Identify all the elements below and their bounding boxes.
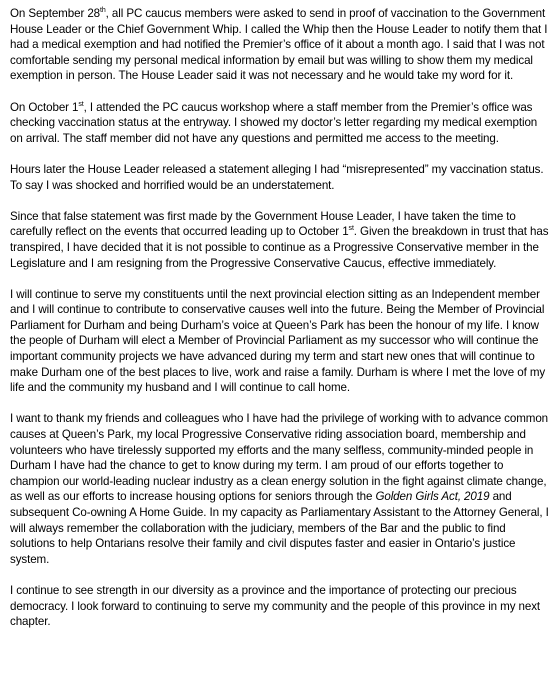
letter-body bbox=[10, 6, 551, 645]
ordinal-suffix: st bbox=[348, 225, 354, 233]
act-title: Golden Girls Act, 2019 bbox=[375, 490, 490, 504]
paragraph-text: , I attended the PC caucus workshop where a staff member from the Premier’s office was checking vaccination status at the entryway. I showed my doctor’s letter regarding my medical exemption on arrival. The staff member did not have any questions and permitted me access to the meeting. bbox=[10, 100, 538, 145]
paragraph bbox=[10, 162, 551, 193]
paragraph bbox=[10, 209, 551, 271]
ordinal-suffix: st bbox=[78, 100, 84, 108]
ordinal-suffix: th bbox=[100, 7, 106, 15]
paragraph bbox=[10, 100, 551, 147]
paragraph-text: Hours later the House Leader released a statement alleging I had “misrepresented” my vaccination status. To say I was shocked and horrified would be an understatement. bbox=[10, 162, 544, 192]
paragraph bbox=[10, 411, 551, 567]
paragraph-text: and subsequent Co-owning A Home Guide. In my capacity as Parliamentary Assistant to the Attorney General, I will always remember the collaboration with the judiciary, members of the Bar and the public to find solutions to help Ontarians resolve their family and civil disputes faster and easier in Ontario’s justice system. bbox=[10, 490, 549, 566]
paragraph-text: , all PC caucus members were asked to send in proof of vaccination to the Government House Leader or the Chief Government Whip. I called the Whip then the House Leader to notify them that I had a medical exemption and had notified the Premier’s office of it about a month ago. I said that I was not comfortable sending my personal medical information by email but was willing to show them my medical exemption in person. The House Leader said it was not necessary and he would take my word for it. bbox=[10, 7, 548, 83]
paragraph bbox=[10, 583, 551, 630]
paragraph bbox=[10, 287, 551, 396]
paragraph-text: Since that false statement was first made by the Government House Leader, I have taken the time to carefully reflect on the events that occurred leading up to October 1 bbox=[10, 209, 516, 239]
paragraph-text: On October 1 bbox=[10, 100, 79, 114]
paragraph-text: . Given the breakdown in trust that has transpired, I have decided that it is not possible to continue as a Progressive Conservative member in the Legislature and I am resigning from the Progressive Conservative Caucus, effective immediately. bbox=[10, 225, 549, 270]
paragraph-text: I will continue to serve my constituents until the next provincial election sitting as an Independent member and I will continue to contribute to conservative causes well into the future. Being the Member of Provincial Parliament for Durham and being Durham’s voice at Queen’s Park has been the honour of my life. I know the people of Durham will elect a Member of Provincial Parliament as my successor who will continue the important community projects we have advanced during my term and start new ones that will continue to make Durham one of the best places to live, work and raise a family. Durham is where I met the love of my life and the community my husband and I will continue to call home. bbox=[10, 287, 546, 395]
paragraph bbox=[10, 6, 551, 84]
paragraph-text: I continue to see strength in our diversity as a province and the importance of protecting our precious democracy. I look forward to continuing to serve my community and the people of this province in my next chapter. bbox=[10, 583, 541, 629]
paragraph-text: I want to thank my friends and colleagues who I have had the privilege of working with to advance common causes at Queen’s Park, my local Progressive Conservative riding association board, membership and volunteers who have tirelessly supported my efforts and the many selfless, community-minded people in Durham I have had the chance to get to know during my term. I am proud of our efforts together to champion our world-leading nuclear industry as a clean energy solution in the fight against climate change, as well as our efforts to increase housing options for seniors through the bbox=[10, 412, 549, 504]
paragraph-text: On September 28 bbox=[10, 7, 101, 20]
